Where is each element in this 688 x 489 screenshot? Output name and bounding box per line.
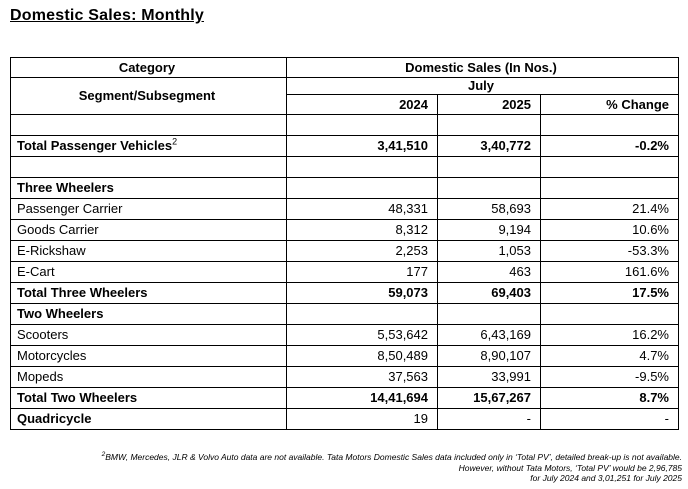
- value-2024-cell: [287, 115, 438, 136]
- segment-label-cell: Three Wheelers: [11, 178, 287, 199]
- table-header-row-month: [11, 78, 679, 95]
- value-2025-cell: [438, 115, 541, 136]
- value-2024-cell: [287, 178, 438, 199]
- segment-label-cell: E-Rickshaw: [11, 241, 287, 262]
- month-header-cell: July: [287, 78, 679, 95]
- value-2024-cell: 14,41,694: [287, 388, 438, 409]
- table-row-goods-carrier: [11, 220, 679, 241]
- segment-label-cell: Quadricycle: [11, 409, 287, 430]
- table-row-spacer: [11, 157, 679, 178]
- pct-change-cell: [541, 115, 679, 136]
- pct-change-cell: -0.2%: [541, 136, 679, 157]
- pct-change-cell: [541, 178, 679, 199]
- table-row-spacer: [11, 115, 679, 136]
- value-2025-cell: 8,90,107: [438, 346, 541, 367]
- pct-change-header-cell: % Change: [541, 95, 679, 115]
- pct-change-cell: [541, 157, 679, 178]
- segment-label-cell: Goods Carrier: [11, 220, 287, 241]
- value-2025-cell: 15,67,267: [438, 388, 541, 409]
- value-2025-cell: 3,40,772: [438, 136, 541, 157]
- value-2024-cell: 8,50,489: [287, 346, 438, 367]
- pct-change-cell: 16.2%: [541, 325, 679, 346]
- value-2025-cell: 463: [438, 262, 541, 283]
- value-2024-cell: 2,253: [287, 241, 438, 262]
- segment-label-cell: Scooters: [11, 325, 287, 346]
- footnote-marker: 2: [101, 451, 106, 459]
- value-2024-cell: 48,331: [287, 199, 438, 220]
- segment-label-cell: Two Wheelers: [11, 304, 287, 325]
- value-2025-cell: 6,43,169: [438, 325, 541, 346]
- table-row-scooters: [11, 325, 679, 346]
- segment-label-cell: Total Two Wheelers: [11, 388, 287, 409]
- segment-label-cell: Mopeds: [11, 367, 287, 388]
- segment-label-cell: Passenger Carrier: [11, 199, 287, 220]
- page-title: Domestic Sales: Monthly: [10, 7, 204, 24]
- table-row-passenger-carrier: [11, 199, 679, 220]
- value-2024-cell: 5,53,642: [287, 325, 438, 346]
- value-2025-cell: 9,194: [438, 220, 541, 241]
- pct-change-cell: 8.7%: [541, 388, 679, 409]
- pct-change-cell: [541, 304, 679, 325]
- year-2024-header-cell: 2024: [287, 95, 438, 115]
- pct-change-cell: -: [541, 409, 679, 430]
- table-row-e-rickshaw: [11, 241, 679, 262]
- table-row-total-two-wheelers: [11, 388, 679, 409]
- table-header-row-category: [11, 58, 679, 78]
- value-2024-cell: [287, 157, 438, 178]
- table-row-total-passenger-vehicles: [11, 136, 679, 157]
- category-header-cell: Category: [11, 58, 287, 78]
- pct-change-cell: -53.3%: [541, 241, 679, 262]
- segment-label-cell: Motorcycles: [11, 346, 287, 367]
- value-2025-cell: [438, 178, 541, 199]
- segment-label-cell: [11, 157, 287, 178]
- footnote-line-1: $^2$BMW, Mercedes, JLR & Volvo Auto data are not available. Tata Motors Domestic Sales data included only in ‘Total PV’, detailed break-up is not available.: [101, 451, 682, 462]
- table-row-total-three-wheelers: [11, 283, 679, 304]
- value-2025-cell: [438, 304, 541, 325]
- segment-label: Total Passenger Vehicles: [17, 138, 173, 153]
- segment-label-cell: Total Three Wheelers: [11, 283, 287, 304]
- value-2024-cell: 37,563: [287, 367, 438, 388]
- value-2025-cell: 33,991: [438, 367, 541, 388]
- value-2024-cell: 8,312: [287, 220, 438, 241]
- footnote: [0, 452, 682, 484]
- table-row-three-wheelers-section: [11, 178, 679, 199]
- table-row-e-cart: [11, 262, 679, 283]
- segment-label-cell: [11, 136, 287, 157]
- pct-change-cell: 4.7%: [541, 346, 679, 367]
- value-2025-cell: -: [438, 409, 541, 430]
- value-2024-cell: [287, 304, 438, 325]
- footnote-line-3: for July 2024 and 3,01,251 for July 2025: [530, 473, 682, 483]
- table-row-two-wheelers-section: [11, 304, 679, 325]
- value-2025-cell: 69,403: [438, 283, 541, 304]
- value-2024-cell: 177: [287, 262, 438, 283]
- year-2025-header-cell: 2025: [438, 95, 541, 115]
- pct-change-cell: 21.4%: [541, 199, 679, 220]
- table-row-mopeds: [11, 367, 679, 388]
- pct-change-cell: 10.6%: [541, 220, 679, 241]
- value-2025-cell: 1,053: [438, 241, 541, 262]
- value-2024-cell: 19: [287, 409, 438, 430]
- pct-change-cell: -9.5%: [541, 367, 679, 388]
- table-row-motorcycles: [11, 346, 679, 367]
- value-2024-cell: 3,41,510: [287, 136, 438, 157]
- value-2024-cell: 59,073: [287, 283, 438, 304]
- domestic-sales-table: [10, 57, 679, 430]
- value-2025-cell: 58,693: [438, 199, 541, 220]
- segment-label-cell: E-Cart: [11, 262, 287, 283]
- footnote-marker: 2: [172, 136, 178, 147]
- domestic-sales-group-header-cell: Domestic Sales (In Nos.): [287, 58, 679, 78]
- segment-header-cell: Segment/Subsegment: [11, 78, 287, 115]
- pct-change-cell: 161.6%: [541, 262, 679, 283]
- segment-label-cell: [11, 115, 287, 136]
- table-row-quadricycle: [11, 409, 679, 430]
- footnote-line-2: However, without Tata Motors, ‘Total PV’ would be 2,96,785: [458, 462, 682, 473]
- pct-change-cell: 17.5%: [541, 283, 679, 304]
- value-2025-cell: [438, 157, 541, 178]
